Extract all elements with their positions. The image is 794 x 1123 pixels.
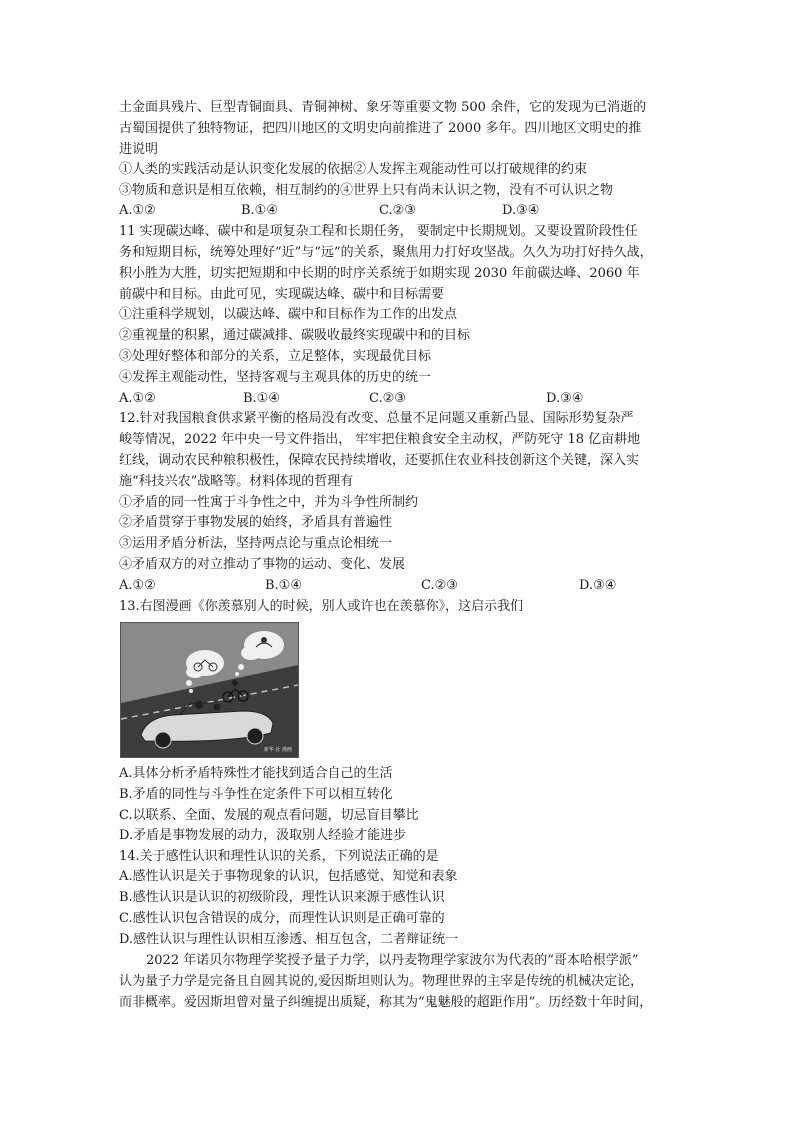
q14-option-d: D.感性认识与理性认识相互渗透、相互包含，二者辩证统一 — [119, 932, 459, 947]
q11-option-a: A.①② — [119, 391, 156, 406]
q11-stem-line-1: 11 实现碳达峰、碳中和是项复杂工程和长期任务， 要制定中长期规划。又要设置阶段性任 — [119, 224, 638, 239]
q10-option-a: A.①② — [119, 203, 156, 218]
q10-option-d: D.③④ — [502, 203, 540, 218]
q10-option-c: C.②③ — [379, 203, 416, 218]
q12-statement-2: ②矛盾贯穿于事物发展的始终，矛盾具有普遍性 — [119, 515, 393, 530]
q13-option-a: A.具体分析矛盾特殊性才能找到适合自己的生活 — [119, 766, 393, 781]
q12-statement-4: ④矛盾双方的对立推动了事物的运动、变化、发展 — [119, 557, 406, 572]
q12-stem-line-4: 施“科技兴农”战略等。材料体现的哲理有 — [119, 474, 354, 489]
q12-statement-3: ③运用矛盾分析法，坚持两点论与重点论相统一 — [119, 536, 393, 551]
q11-option-d: D.③④ — [546, 391, 584, 406]
q12-stem-line-2: 峻等情况，2022 年中央一号文件指出， 牢牢把住粮食安全主动权，严防死守 18 亿亩耕地 — [119, 432, 641, 447]
q12-option-c: C.②③ — [421, 578, 458, 593]
q11-stem-line-2: 务和短期目标，统筹处理好“近”与“远”的关系，聚焦用力打好攻坚战。久久为功打好持久战， — [119, 245, 653, 260]
q11-options — [119, 389, 679, 409]
q10-options — [119, 201, 679, 221]
q14-stem: 14.关于感性认识和理性认识的关系，下列说法正确的是 — [119, 849, 439, 864]
q13-option-c: C.以联系、全面、发展的观点看问题，切忌盲目攀比 — [119, 808, 419, 823]
q13-cartoon-image — [120, 622, 299, 758]
q12-statement-1: ①矛盾的同一性寓于斗争性之中，并为斗争性所制约 — [119, 495, 419, 510]
q11-statement-4: ④发挥主观能动性，坚持客观与主观具体的历史的统一 — [119, 370, 432, 385]
passage-line-1: 2022 年诺贝尔物理学奖授予量子力学，以丹麦物理学家波尔为代表的“哥本哈根学派” — [146, 953, 639, 968]
q12-stem-line-3: 红线，调动农民种粮积极性，保障农民持续增收，还要抓住农业科技创新这个关键，深入实 — [119, 453, 640, 468]
q14-option-b: B.感性认识是认识的初级阶段，理性认识来源于感性认识 — [119, 890, 445, 905]
q11-stem-line-3: 积小胜为大胜，切实把短期和中长期的时序关系统于如期实现 2030 年前碳达峰、2060 年 — [119, 266, 640, 281]
passage-line-3: 而非概率。爱因斯坦曾对量子纠缠提出质疑，称其为“鬼魅般的超距作用”。历经数十年时间， — [119, 995, 653, 1010]
q10-stem-line-2: 古蜀国提供了独特物证，把四川地区的文明史向前推进了 2000 多年。四川地区文明史的推 — [119, 121, 642, 136]
q10-stem-line-1: 土金面具残片、巨型青铜面具、青铜神树、象牙等重要文物 500 余件，它的发现为已消逝的 — [119, 100, 647, 115]
cartoon-credit: 新华 社 漫画 — [263, 747, 292, 753]
q13-option-b: B.矛盾的同性与斗争性在定条件下可以相互转化 — [119, 787, 393, 802]
q12-options — [119, 576, 679, 596]
q14-option-a: A.感性认识是关于事物现象的认识，包括感觉、知觉和表象 — [119, 869, 458, 884]
q13-stem: 13.右图漫画《你羡慕别人的时候，别人或许也在羡慕你》，这启示我们 — [119, 599, 524, 614]
q11-statement-1: ①注重科学规划，以碳达峰、碳中和目标作为工作的出发点 — [119, 307, 458, 322]
q11-statement-3: ③处理好整体和部分的关系，立足整体，实现最优目标 — [119, 349, 432, 364]
q11-statement-2: ②重视量的积累，通过碳减排、碳吸收最终实现碳中和的目标 — [119, 328, 471, 343]
q10-statements-3-4: ③物质和意识是相互依赖，相互制约的④世界上只有尚未认识之物，没有不可认识之物 — [119, 183, 614, 198]
q12-option-d: D.③④ — [579, 578, 617, 593]
q10-option-b: B.①④ — [241, 203, 278, 218]
cartoon-illustration — [121, 623, 298, 757]
q13-option-d: D.矛盾是事物发展的动力，汲取别人经验才能进步 — [119, 828, 407, 843]
q11-option-b: B.①④ — [243, 391, 280, 406]
passage-line-2: 认为量子力学是完备且自圆其说的,爱因斯坦则认为。物理世界的主宰是传统的机械决定论， — [119, 974, 644, 989]
q12-stem-line-1: 12.针对我国粮食供求紧平衡的格局没有改变、总量不足问题又重新凸显、国际形势复杂严 — [119, 411, 634, 426]
q14-option-c: C.感性认识包含错误的成分，而理性认识则是正确可靠的 — [119, 911, 445, 926]
q10-stem-line-3: 进说明 — [119, 142, 159, 157]
q10-statements-1-2: ①人类的实践活动是认识变化发展的依据②人发挥主观能动性可以打破规律的约束 — [119, 162, 588, 177]
q11-stem-line-4: 前碳中和目标。由此可见，实现碳达峰、碳中和目标需要 — [119, 287, 445, 302]
q11-option-c: C.②③ — [369, 391, 406, 406]
q12-option-b: B.①④ — [265, 578, 302, 593]
q12-option-a: A.①② — [119, 578, 156, 593]
